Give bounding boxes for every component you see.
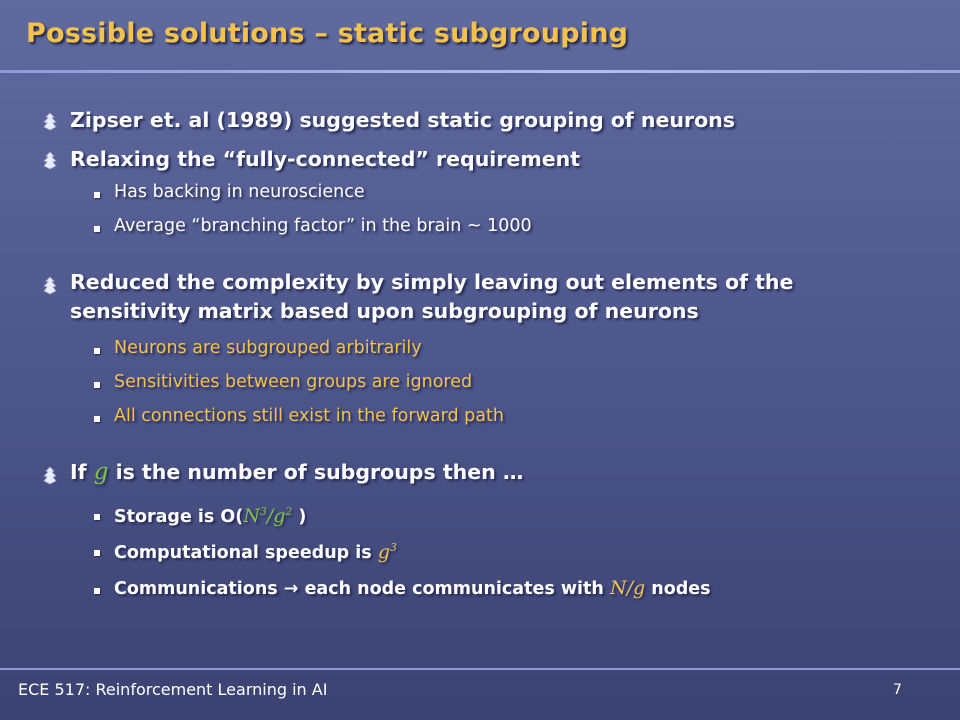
text-fragment: Storage is O( (114, 506, 244, 527)
bullet-icon (42, 151, 58, 171)
bullet-icon (42, 276, 58, 296)
math-exponent: 3 (389, 541, 397, 554)
footer-divider (0, 668, 960, 670)
page-number: 7 (893, 682, 902, 698)
math-variable: N/g (609, 577, 646, 599)
sub-bullet-icon (94, 226, 100, 232)
sub-bullet-icon (94, 514, 100, 520)
text-fragment: ) (292, 506, 307, 527)
sub-bullet-icon (94, 192, 100, 198)
text-fragment: nodes (651, 579, 711, 599)
bullet-text-line: sensitivity matrix based upon subgrouping of neurons (70, 299, 699, 323)
sub-bullet-text: Sensitivities between groups are ignored (114, 372, 473, 392)
slide-title: Possible solutions – static subgrouping (26, 18, 629, 49)
bullet-text-line: Reduced the complexity by simply leaving out elements of the (70, 270, 794, 294)
sub-bullet-text: Neurons are subgrouped arbitrarily (114, 338, 422, 358)
text-fragment: Computational speedup is (114, 542, 372, 563)
bullet-text (70, 458, 930, 487)
text-fragment: Communications (114, 579, 278, 599)
math-variable: N (243, 504, 260, 527)
math-variable: g (93, 459, 109, 485)
text-fragment: each node communicates with (304, 579, 604, 599)
bullet-icon (42, 466, 58, 486)
math-variable: g (377, 540, 390, 563)
footer-course: ECE 517: Reinforcement Learning in AI (18, 680, 328, 699)
text-fragment: If (70, 460, 87, 484)
sub-bullet-text (114, 536, 914, 565)
sub-bullet-icon (94, 550, 100, 556)
sub-bullet-text (114, 500, 914, 529)
bullet-icon (42, 112, 58, 132)
sub-bullet-icon (94, 588, 100, 594)
sub-bullet-text: Has backing in neuroscience (114, 182, 365, 202)
arrow-right-icon: → (283, 579, 299, 599)
math-variable: /g (266, 504, 286, 527)
sub-bullet-icon (94, 382, 100, 388)
sub-bullet-text (114, 576, 914, 601)
bullet-text: Zipser et. al (1989) suggested static grouping of neurons (70, 108, 735, 132)
sub-bullet-icon (94, 416, 100, 422)
sub-bullet-text: Average “branching factor” in the brain ~ 1000 (114, 216, 532, 236)
sub-bullet-icon (94, 348, 100, 354)
bullet-text: Relaxing the “fully-connected” requirement (70, 147, 580, 171)
math-exponent: 2 (285, 505, 293, 518)
text-fragment: is the number of subgroups then … (115, 460, 524, 484)
math-exponent: 3 (259, 505, 267, 518)
sub-bullet-text: All connections still exist in the forward path (114, 406, 504, 426)
